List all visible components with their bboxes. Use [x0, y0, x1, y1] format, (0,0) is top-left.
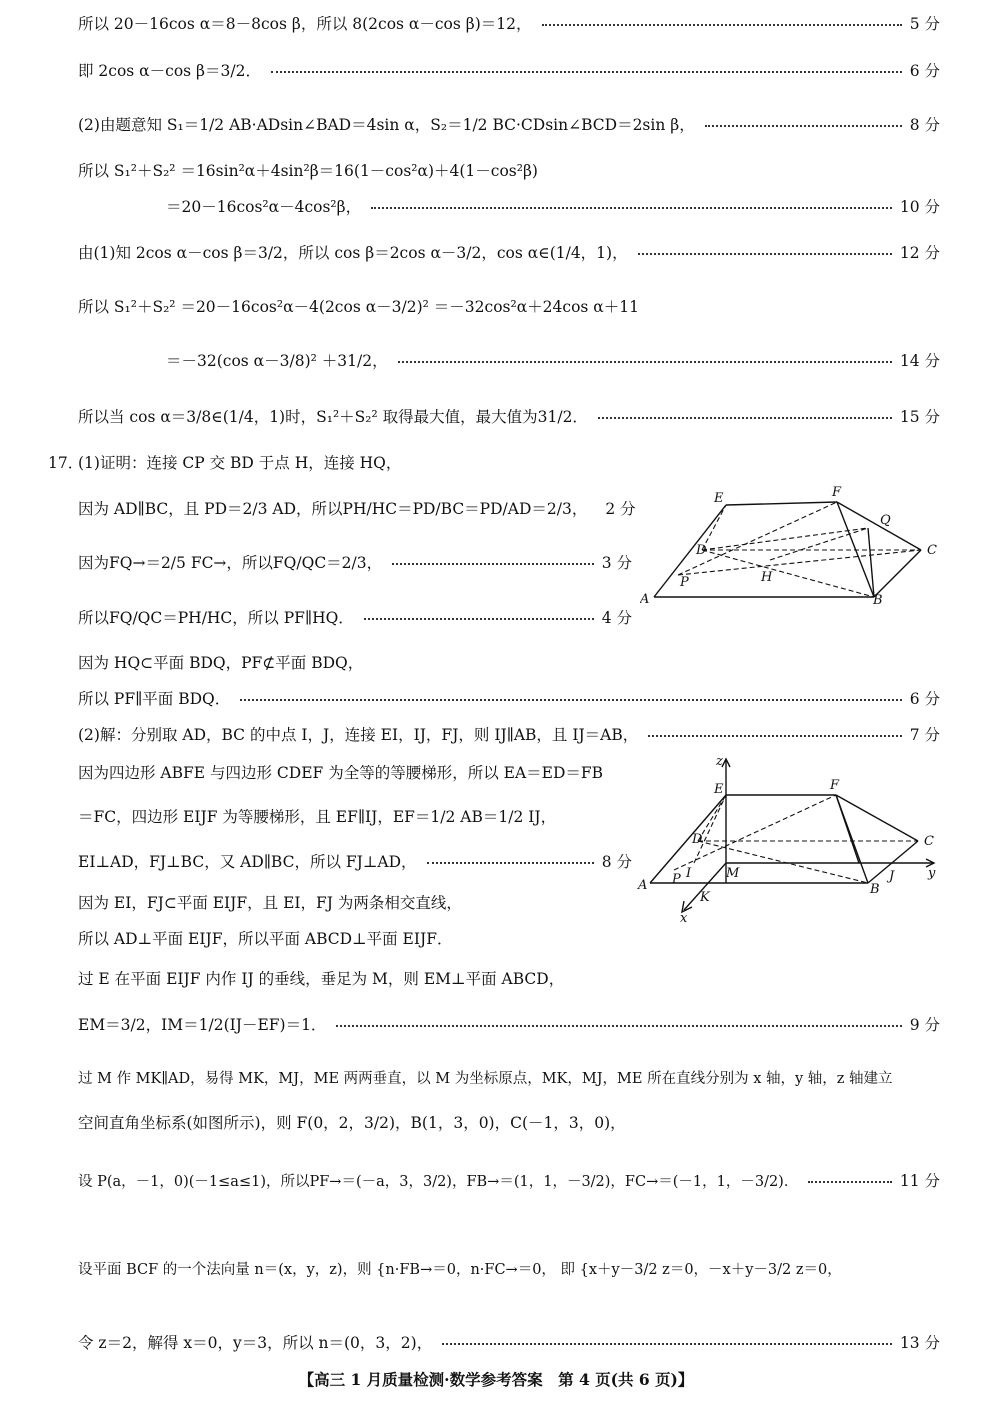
label-H: H	[761, 570, 773, 585]
score: 4 分	[601, 609, 632, 627]
score: 7 分	[909, 726, 940, 744]
solution-line: 所以 S₁²＋S₂² ＝16sin²α＋4sin²β＝16(1－cos²α)＋4(1－cos²β)	[78, 162, 538, 180]
score: 14 分	[899, 352, 940, 370]
solution-line: 因为 AD∥BC，且 PD＝2/3 AD，所以PH/HC＝PD/BC＝PD/AD＝2/3， 2 分	[78, 488, 632, 528]
label-Q: Q	[880, 513, 891, 528]
label-F: F	[832, 485, 842, 500]
score: 6 分	[909, 62, 940, 80]
label-I: I	[686, 866, 692, 881]
solution-line: (2)由题意知 S₁＝1/2 AB·ADsin∠BAD＝4sin α，S₂＝1/2 BC·CDsin∠BCD＝2sin β， 8 分	[78, 104, 940, 144]
solution-line: ＝－32(cos α－3/8)² ＋31/2， 14 分	[166, 340, 940, 380]
label-B: B	[873, 593, 883, 608]
score: 12 分	[899, 244, 940, 262]
label-K: K	[700, 890, 710, 905]
label-y: y	[928, 866, 936, 881]
label-E: E	[714, 491, 724, 506]
geometry-figure-2	[636, 755, 956, 925]
page-footer: 【高三 1 月质量检测·数学参考答案 第 4 页(共 6 页)】	[298, 1370, 694, 1389]
score: 3 分	[601, 554, 632, 572]
label-A: A	[638, 878, 648, 893]
solution-line: 所以 PF∥平面 BDQ． 6 分	[78, 678, 940, 718]
label-J: J	[889, 869, 895, 884]
solution-line: EI⊥AD，FJ⊥BC，又 AD∥BC，所以 FJ⊥AD， 8 分	[78, 841, 632, 881]
label-C: C	[924, 834, 934, 849]
solution-line: 所以 AD⊥平面 EIJF，所以平面 ABCD⊥平面 EIJF．	[78, 930, 453, 948]
question-number: 17．	[48, 454, 84, 472]
solution-line: 过 E 在平面 EIJF 内作 IJ 的垂线，垂足为 M，则 EM⊥平面 ABCD，	[78, 970, 565, 988]
solution-line: 所以 S₁²＋S₂² ＝20－16cos²α－4(2cos α－3/2)² ＝－32cos²α＋24cos α＋11	[78, 298, 639, 316]
score: 9 分	[909, 1016, 940, 1034]
score: 5 分	[909, 15, 940, 33]
solution-line: ＝FC，四边形 EIJF 为等腰梯形，且 EF∥IJ，EF＝1/2 AB＝1/2 IJ，	[78, 808, 557, 826]
solution-line: 令 z＝2，解得 x＝0，y＝3，所以 n＝(0，3，2)， 13 分	[78, 1322, 940, 1362]
score: 15 分	[899, 408, 940, 426]
score: 6 分	[909, 690, 940, 708]
label-P: P	[680, 575, 689, 590]
solution-line: 空间直角坐标系(如图所示)，则 F(0，2，3/2)，B(1，3，0)，C(－1，3，0)，	[78, 1114, 626, 1132]
solution-line: 过 M 作 MK∥AD，易得 MK，MJ，ME 两两垂直，以 M 为坐标原点，MK，MJ，ME 所在直线分别为 x 轴，y 轴，z 轴建立	[78, 1070, 893, 1087]
label-D: D	[692, 832, 703, 847]
label-E: E	[714, 782, 724, 797]
solution-line: ＝20－16cos²α－4cos²β， 10 分	[166, 186, 940, 226]
score: 11 分	[899, 1172, 940, 1190]
label-C: C	[927, 543, 937, 558]
label-D: D	[696, 543, 707, 558]
score: 8 分	[909, 116, 940, 134]
label-F: F	[830, 778, 840, 793]
label-P: P	[672, 872, 681, 887]
solution-line: 即 2cos α－cos β＝3/2． 6 分	[78, 50, 940, 90]
solution-line: 因为四边形 ABFE 与四边形 CDEF 为全等的等腰梯形，所以 EA＝ED＝FB	[78, 764, 604, 782]
geometry-figure-1	[640, 480, 960, 620]
label-B: B	[870, 882, 880, 897]
solution-line: 设 P(a，－1，0)(－1≤a≤1)，所以PF→＝(－a，3，3/2)，FB→＝(1，1，－3/2)，FC→＝(－1，1，－3/2)． 11 分	[78, 1160, 940, 1200]
solution-line: (1)证明：连接 CP 交 BD 于点 H，连接 HQ，	[78, 454, 402, 472]
score: 10 分	[899, 198, 940, 216]
solution-line: 因为 EI，FJ⊂平面 EIJF，且 EI，FJ 为两条相交直线，	[78, 894, 462, 912]
solution-line: 因为 HQ⊂平面 BDQ，PF⊄平面 BDQ，	[78, 654, 364, 672]
solution-line: 所以当 cos α＝3/8∈(1/4，1)时，S₁²＋S₂² 取得最大值，最大值为31/2． 15 分	[78, 396, 940, 436]
solution-line: 设平面 BCF 的一个法向量 n＝(x，y，z)，则 {n·FB→＝0，n·FC→＝0， 即 {x＋y－3/2 z＝0，－x＋y－3/2 z＝0，	[78, 1261, 842, 1278]
solution-line: 由(1)知 2cos α－cos β＝3/2，所以 cos β＝2cos α－3/2，cos α∈(1/4，1)， 12 分	[78, 232, 940, 272]
score: 2 分	[605, 500, 636, 518]
score: 13 分	[899, 1334, 940, 1352]
solution-line: EM＝3/2，IM＝1/2(IJ－EF)＝1． 9 分	[78, 1004, 940, 1044]
solution-line: (2)解：分别取 AD，BC 的中点 I，J，连接 EI，IJ，FJ，则 IJ∥AB，且 IJ＝AB， 7 分	[78, 714, 940, 754]
solution-line: 所以FQ/QC＝PH/HC，所以 PF∥HQ． 4 分	[78, 597, 632, 637]
label-z: z	[716, 755, 723, 769]
solution-line: 所以 20－16cos α＝8－8cos β，所以 8(2cos α－cos β)＝12， 5 分	[78, 3, 940, 43]
score: 8 分	[601, 853, 632, 871]
label-A: A	[640, 592, 650, 607]
label-x: x	[680, 911, 688, 925]
solution-line: 因为FQ→＝2/5 FC→，所以FQ/QC＝2/3， 3 分	[78, 542, 632, 582]
label-M: M	[726, 866, 740, 881]
